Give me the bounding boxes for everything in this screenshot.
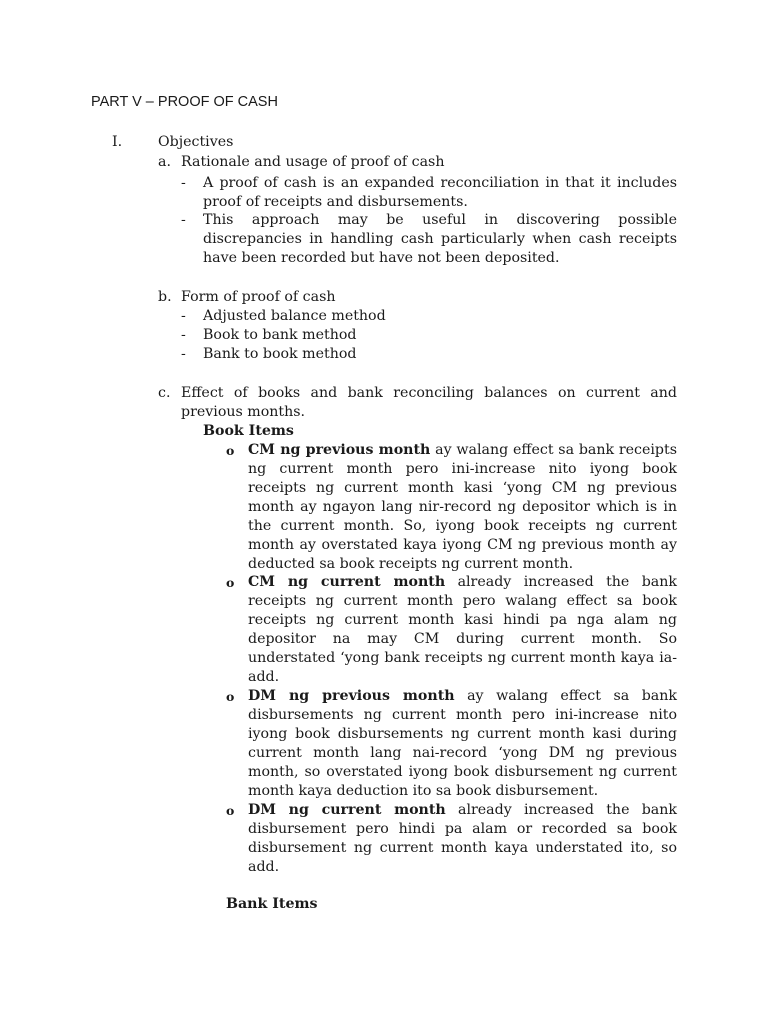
bullet-marker: o [226,443,235,458]
bank-items-heading: Bank Items [226,896,318,912]
subsection-title-b: Form of proof of cash [181,289,336,305]
dash-marker: - [181,327,186,343]
page-title: PART V – PROOF OF CASH [91,94,278,110]
dash-marker: - [181,308,186,324]
item-term: DM ng current month [248,802,446,818]
subsection-title-c: Effect of books and bank reconciling balances on current and previous months. [181,385,677,420]
item-term: CM ng previous month [248,442,431,458]
item-text: ay walang effect sa bank receipts ng current month pero ini-increase nito iyong book receipts ng current month kasi ‘yong CM ng previous month ay ngayon lang nir-record ng depositor which is in the current month. So, iyong book receipts ng current month ay overstated kaya iyong CM ng previous month ay deducted sa book receipts ng current month. [248,442,677,572]
list-item: Adjusted balance method [203,308,386,324]
item-text: ay walang effect sa bank disbursements ng current month pero ini-increase nito iyong book disbursements ng current month kasi during current month lang nai-record ‘yong DM ng previous month, so overstated iyong book disbursement ng current month kaya deduction ito sa book disbursement. [248,688,678,799]
section-title: Objectives [158,134,234,150]
dash-marker: - [181,175,186,191]
bullet-marker: o [226,575,235,590]
bullet-marker: o [226,689,235,704]
subsection-letter-a: a. [158,154,171,170]
list-item: A proof of cash is an expanded reconciliation in that it includes proof of receipts and disbursements. [203,175,677,210]
list-item: This approach may be useful in discovering possible discrepancies in handling cash particularly when cash receipts have been recorded but have not been deposited. [203,212,677,266]
subsection-title-a: Rationale and usage of proof of cash [181,154,445,170]
section-numeral: I. [112,134,123,150]
bullet-marker: o [226,803,235,818]
list-item: Book to bank method [203,327,357,343]
item-term: CM ng current month [248,574,446,590]
subsection-letter-b: b. [158,289,172,305]
list-item: Bank to book method [203,346,357,362]
item-text: already increased the bank disbursement pero hindi pa alam or recorded sa book disbursement ng current month kaya understated ito, so add. [248,802,677,875]
dash-marker: - [181,346,186,362]
item-term: DM ng previous month [248,688,455,704]
list-item [248,801,677,877]
dash-marker: - [181,212,186,228]
list-item [248,573,677,687]
book-items-heading: Book Items [203,423,294,439]
list-item [248,441,677,574]
list-item [248,687,677,801]
subsection-letter-c: c. [158,385,171,401]
item-text: already increased the bank receipts ng current month pero walang effect sa book receipts ng current month kasi hindi pa nga alam ng depositor na may CM during current month. So understated ‘yong bank receipts ng current month kaya ia-add. [248,574,678,685]
